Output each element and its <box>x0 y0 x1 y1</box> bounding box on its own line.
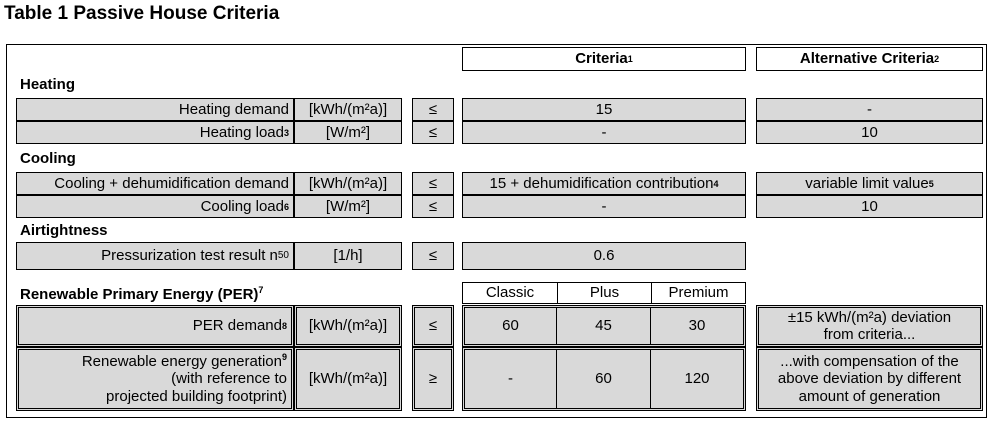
per-column-plus: Plus <box>557 282 652 304</box>
cooling-load-criteria: - <box>462 195 746 218</box>
generation-alternative-line3: amount of generation <box>798 387 941 405</box>
cooling-load-label-text: Cooling load <box>200 197 284 215</box>
section-per-footnote: 7 <box>258 285 264 295</box>
alternative-criteria-header-label: Alternative Criteria <box>799 50 935 68</box>
generation-alternative-line2: above deviation by different <box>777 370 962 388</box>
cooling-demand-label <box>16 172 294 195</box>
per-demand-unit: [kWh/(m²a)] <box>294 305 402 347</box>
heating-demand-operator: ≤ <box>412 98 454 121</box>
cooling-demand-criteria-text: 15 + dehumidification contribution <box>489 174 714 192</box>
heating-load-operator: ≤ <box>412 121 454 144</box>
section-airtightness: Airtightness <box>20 222 108 239</box>
criteria-header-label: Criteria <box>575 50 628 68</box>
generation-operator: ≥ <box>412 347 454 411</box>
cooling-load-alternative: 10 <box>756 195 983 218</box>
cooling-load-operator: ≤ <box>412 195 454 218</box>
generation-premium: 120 <box>684 370 710 388</box>
pressurization-operator: ≤ <box>412 242 454 270</box>
heating-load-criteria: - <box>462 121 746 144</box>
per-demand-values <box>462 305 746 347</box>
per-demand-alternative <box>756 305 983 347</box>
per-demand-alternative-line2: from criteria... <box>823 326 916 343</box>
alternative-criteria-header: Alternative Criteria 2 <box>756 47 983 71</box>
per-demand-classic: 60 <box>465 308 557 344</box>
heating-load-label: Heating load 3 <box>16 121 294 144</box>
per-demand-premium: 30 <box>688 317 706 335</box>
heating-demand-label <box>16 98 294 121</box>
cooling-demand-criteria: 15 + dehumidification contribution 4 <box>462 172 746 195</box>
cooling-demand-label-text: Cooling + dehumidification demand <box>54 174 289 192</box>
cooling-demand-unit: [kWh/(m²a)] <box>294 172 402 195</box>
generation-values <box>462 347 746 411</box>
table-title: Table 1 Passive House Criteria <box>4 3 280 24</box>
generation-footnote: 9 <box>281 352 287 363</box>
generation-plus: 60 <box>557 350 651 408</box>
pressurization-label: Pressurization test result n 50 <box>16 242 294 270</box>
heating-demand-label-text: Heating demand <box>178 100 289 118</box>
pressurization-unit: [1/h] <box>294 242 402 270</box>
generation-label-line1: Renewable energy generation <box>81 353 282 371</box>
section-cooling: Cooling <box>20 150 76 167</box>
per-demand-alternative-line1: ±15 kWh/(m²a) deviation <box>787 308 952 326</box>
section-heating: Heating <box>20 76 76 93</box>
per-demand-operator: ≤ <box>412 305 454 347</box>
per-demand-plus: 45 <box>557 308 651 344</box>
heating-load-alternative: 10 <box>756 121 983 144</box>
heating-load-unit: [W/m²] <box>294 121 402 144</box>
section-per <box>20 286 263 303</box>
per-demand-label-text: PER demand <box>192 317 282 335</box>
heating-demand-unit: [kWh/(m²a)] <box>294 98 402 121</box>
per-demand-label: PER demand 8 <box>16 305 294 347</box>
generation-label-line2: (with reference to <box>171 370 287 388</box>
per-column-premium: Premium <box>651 282 746 304</box>
section-per-label: Renewable Primary Energy (PER) <box>20 286 259 303</box>
per-column-classic: Classic <box>462 282 558 304</box>
criteria-header: Criteria 1 <box>462 47 746 71</box>
pressurization-criteria: 0.6 <box>462 242 746 270</box>
cooling-load-unit: [W/m²] <box>294 195 402 218</box>
cooling-demand-operator: ≤ <box>412 172 454 195</box>
heating-demand-alternative: - <box>756 98 983 121</box>
heating-demand-criteria: 15 <box>462 98 746 121</box>
generation-alternative <box>756 347 983 411</box>
cooling-demand-alternative: variable limit value 5 <box>756 172 983 195</box>
generation-unit: [kWh/(m²a)] <box>294 347 402 411</box>
generation-alternative-line1: ...with compensation of the <box>780 353 959 371</box>
generation-classic: - <box>465 350 557 408</box>
generation-label <box>16 347 294 411</box>
pressurization-label-text: Pressurization test result n <box>101 247 278 265</box>
generation-label-line3: projected building footprint) <box>106 387 287 405</box>
cooling-demand-alternative-text: variable limit value <box>805 174 929 192</box>
heating-load-label-text: Heating load <box>199 123 284 141</box>
cooling-load-label: Cooling load 6 <box>16 195 294 218</box>
